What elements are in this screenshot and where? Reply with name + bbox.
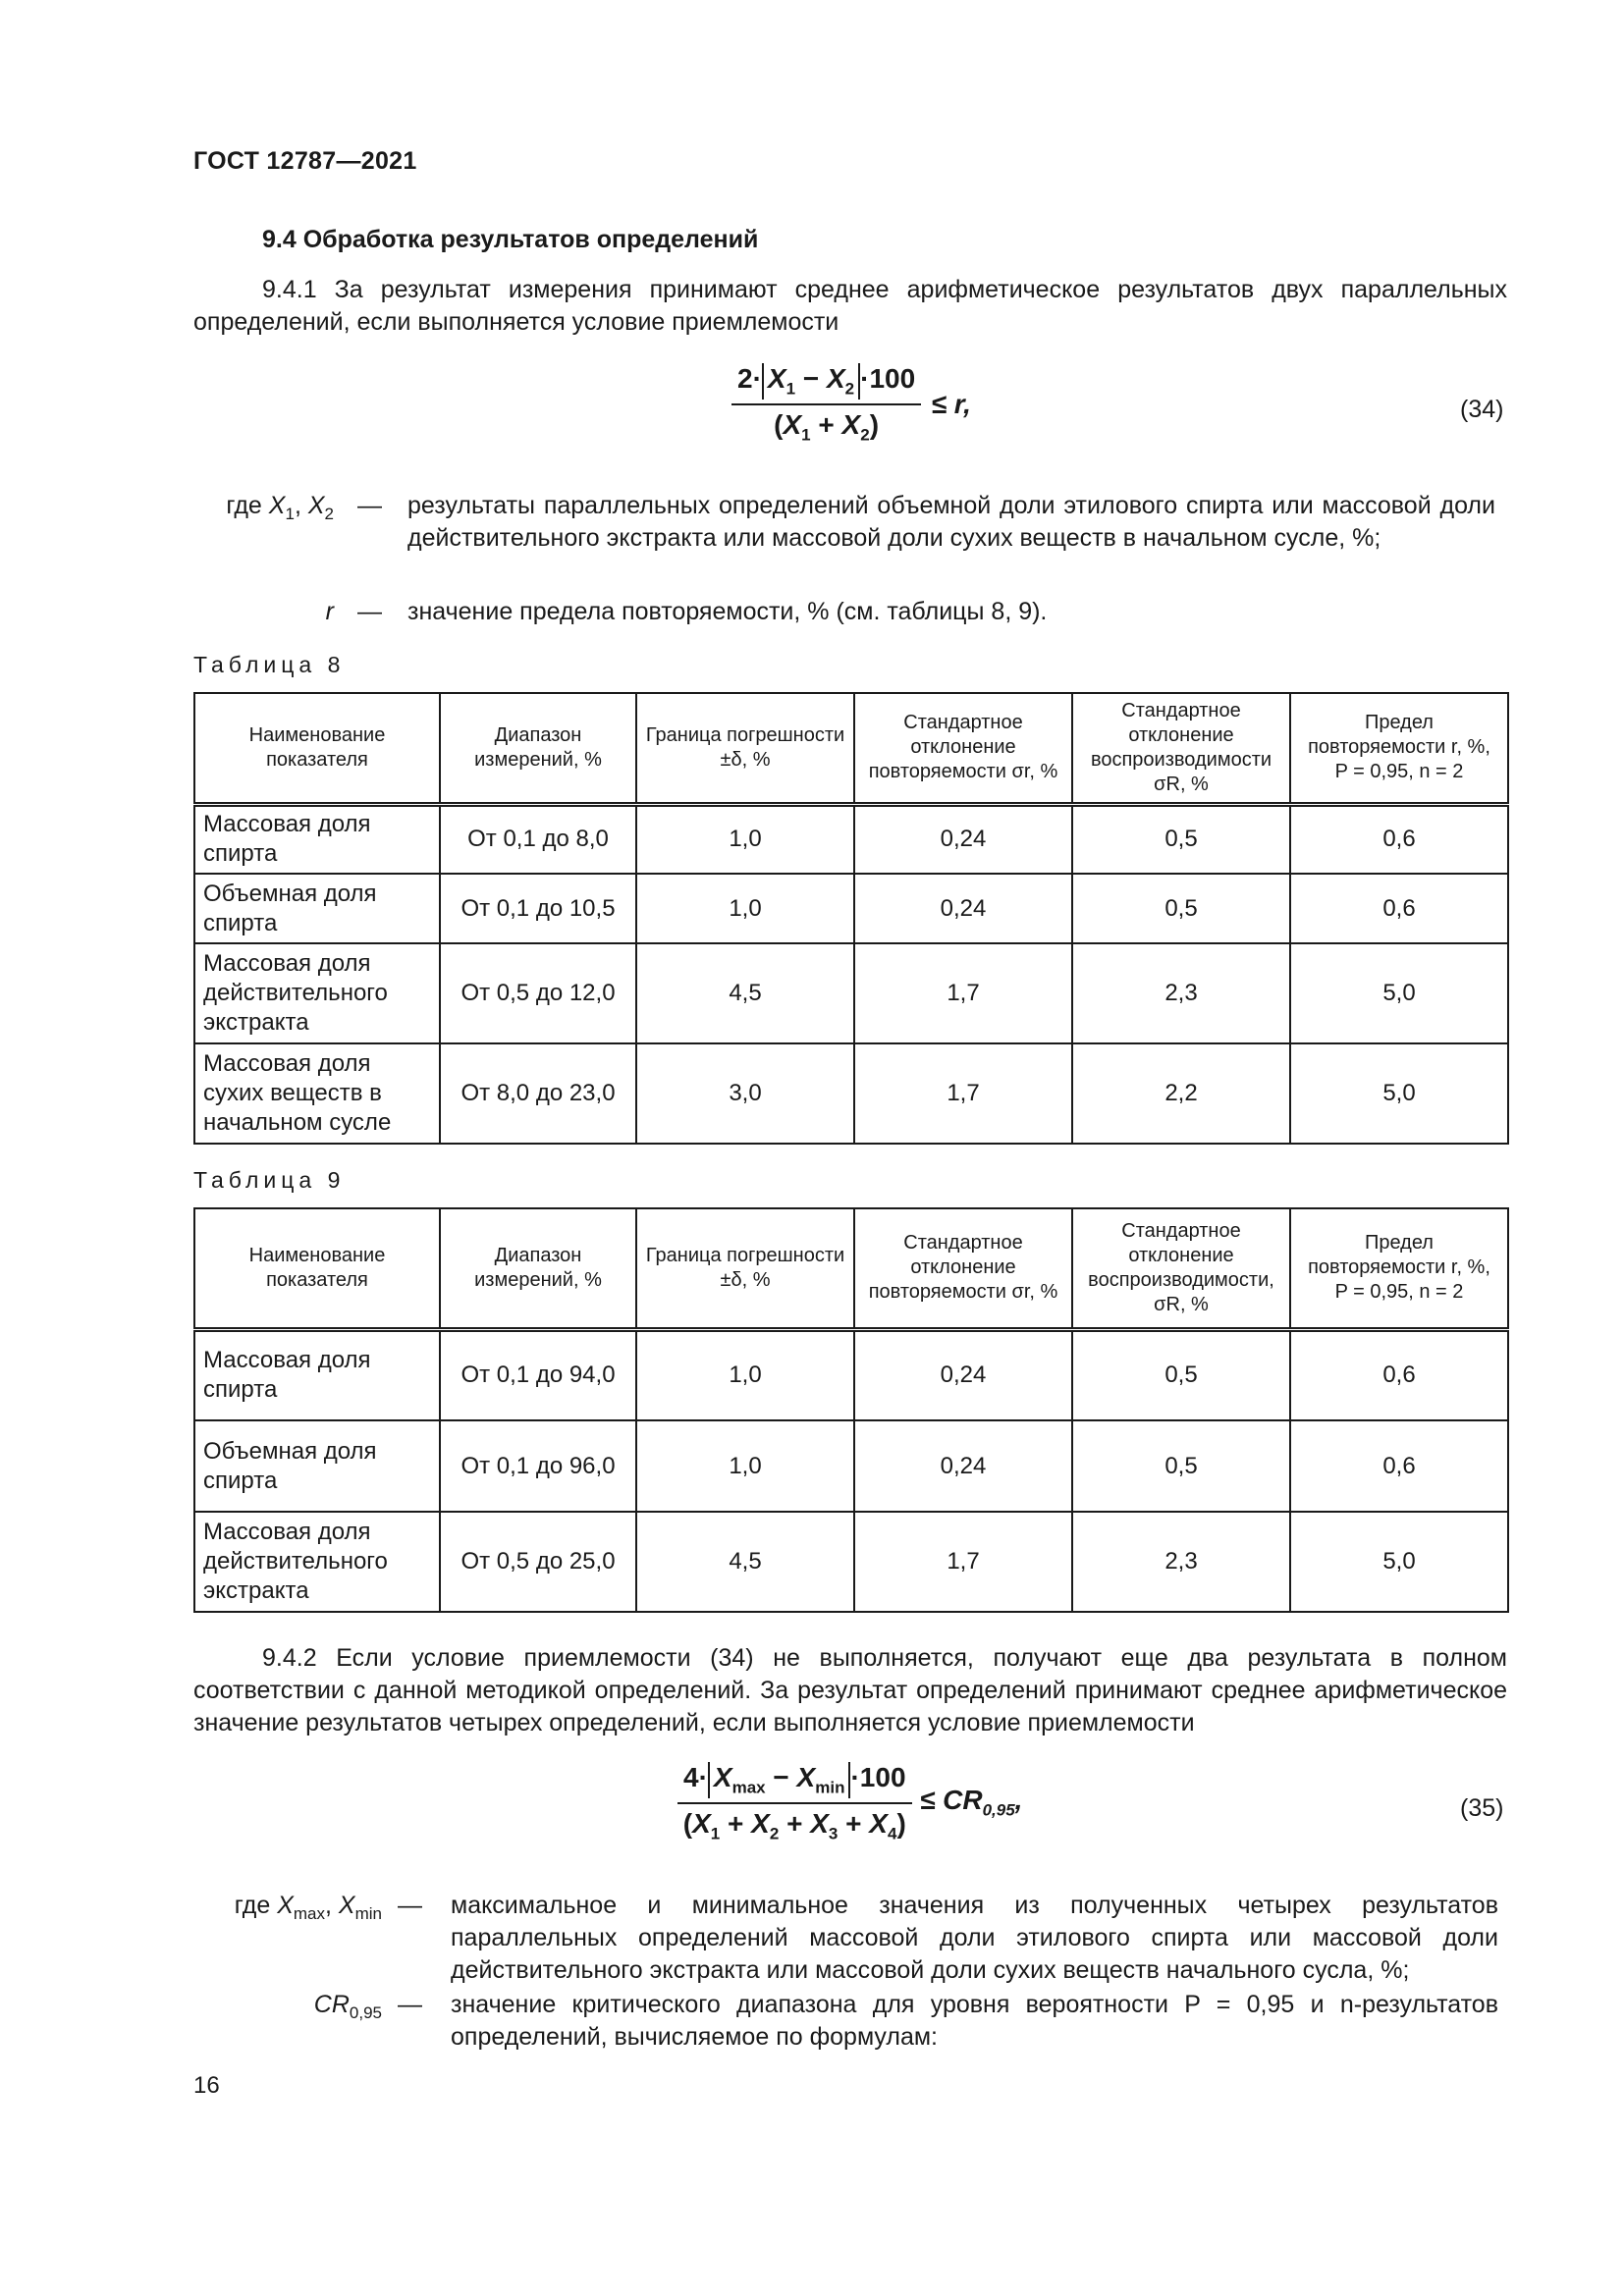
table-cell: 1,0	[636, 1420, 854, 1512]
definition-dash: —	[357, 598, 382, 625]
equation-34-numerator: $2\cdot X_1 - X_2 \cdot 100$	[731, 363, 921, 405]
table-header-row	[194, 693, 1508, 804]
definition-text: максимальное и минимальное значения из полученных четырех результатов параллельных определений массовой доли этилового спирта или массовой доли действительного экстракта или массовой доли сухих веществ начального сусла, %;	[451, 1892, 1498, 1984]
table-cell: 0,24	[854, 804, 1072, 874]
paragraph-9-4-2: 9.4.2 Если условие приемлемости (34) не выполняется, получают еще два результата в полном соответствии с данной методикой определений. За результат определений принимают среднее арифметическое значение результатов четырех определений, если выполняется условие приемлемости	[193, 1644, 1507, 1736]
definition-term: r	[325, 598, 334, 625]
table-header-cell: Граница погрешности ±δ, %	[636, 1208, 854, 1329]
definition-text: результаты параллельных определений объемной доли этилового спирта или массовой доли действительного экстракта или массовой доли сухих веществ в начальном сусле, %;	[407, 492, 1495, 552]
table-cell: 0,24	[854, 1329, 1072, 1420]
table-cell: 0,5	[1072, 874, 1290, 943]
equation-34	[731, 363, 971, 445]
table-cell: Массовая доля сухих веществ в начальном сусле	[194, 1043, 440, 1144]
table-cell: Массовая доля спирта	[194, 1329, 440, 1420]
table-cell: 1,7	[854, 1043, 1072, 1144]
table-cell: 3,0	[636, 1043, 854, 1144]
table-9-caption: Таблица 9	[193, 1167, 346, 1193]
definition-dash: —	[398, 1991, 422, 2018]
table-cell: 1,7	[854, 943, 1072, 1043]
paragraph-9-4-1: 9.4.1 За результат измерения принимают среднее арифметическое результатов двух параллельных определений, если выполняется условие приемлемости	[193, 276, 1507, 336]
table-cell: 1,7	[854, 1512, 1072, 1612]
table-cell: 1,0	[636, 1329, 854, 1420]
equation-34-number: (34)	[1460, 396, 1504, 423]
table-cell: 0,5	[1072, 804, 1290, 874]
table-row	[194, 804, 1508, 874]
table-cell: Массовая доля действительного экстракта	[194, 1512, 440, 1612]
table-cell: От 0,1 до 10,5	[440, 874, 636, 943]
table-header-cell: Стандартное отклонение повторяемости σr, %	[854, 1208, 1072, 1329]
definition-text: значение критического диапазона для уровня вероятности P = 0,95 и n-результатов определений, вычисляемое по формулам:	[451, 1991, 1498, 2051]
table-cell: От 0,1 до 96,0	[440, 1420, 636, 1512]
definition-dash: —	[357, 492, 382, 519]
equation-35	[677, 1762, 1022, 1843]
table-header-cell: Стандартное отклонение повторяемости σr, %	[854, 693, 1072, 804]
table-row	[194, 943, 1508, 1043]
table-cell: 0,6	[1290, 874, 1508, 943]
table-cell: От 0,1 до 94,0	[440, 1329, 636, 1420]
definition-term: где $X_{max}$, $X_{min}$	[234, 1892, 382, 1923]
table-cell: 4,5	[636, 1512, 854, 1612]
table-cell: 2,3	[1072, 943, 1290, 1043]
table-cell: От 0,5 до 25,0	[440, 1512, 636, 1612]
table-header-cell: Наименование показателя	[194, 1208, 440, 1329]
table-header-cell: Наименование показателя	[194, 693, 440, 804]
table-8-caption: Таблица 8	[193, 652, 346, 677]
table-row	[194, 1043, 1508, 1144]
table-cell: 5,0	[1290, 1043, 1508, 1144]
table-cell: От 0,5 до 12,0	[440, 943, 636, 1043]
table-cell: Массовая доля действительного экстракта	[194, 943, 440, 1043]
page-number: 16	[193, 2072, 220, 2099]
table-row	[194, 1512, 1508, 1612]
definition-dash: —	[398, 1892, 422, 1919]
table-header-cell: Стандартное отклонение воспроизводимости, σR, %	[1072, 1208, 1290, 1329]
table-cell: От 0,1 до 8,0	[440, 804, 636, 874]
definition-text: значение предела повторяемости, % (см. таблицы 8, 9).	[407, 598, 1048, 625]
table-header-cell: Диапазон измерений, %	[440, 1208, 636, 1329]
equation-35-numerator: $4\cdot X_{max} - X_{min} \cdot 100$	[677, 1762, 912, 1804]
table-cell: 1,0	[636, 874, 854, 943]
table-cell: 0,5	[1072, 1420, 1290, 1512]
table-8	[193, 692, 1509, 1145]
table-cell: 0,24	[854, 1420, 1072, 1512]
table-cell: 0,6	[1290, 1329, 1508, 1420]
document-header: ГОСТ 12787—2021	[193, 147, 417, 175]
table-9	[193, 1207, 1509, 1613]
table-header-cell: Граница погрешности ±δ, %	[636, 693, 854, 804]
table-cell: Объемная доля спирта	[194, 1420, 440, 1512]
table-cell: От 8,0 до 23,0	[440, 1043, 636, 1144]
table-cell: 1,0	[636, 804, 854, 874]
table-cell: 0,24	[854, 874, 1072, 943]
table-cell: Массовая доля спирта	[194, 804, 440, 874]
table-cell: 5,0	[1290, 1512, 1508, 1612]
equation-35-denominator: $(X_1 + X_2 + X_3 + X_4)$	[682, 1807, 906, 1843]
table-row	[194, 874, 1508, 943]
equation-34-rhs: ≤ r,	[931, 388, 971, 419]
table-cell: 0,5	[1072, 1329, 1290, 1420]
equation-35-fraction	[677, 1762, 912, 1843]
equation-34-denominator: $(X_1 + X_2)$	[774, 408, 880, 445]
table-header-cell: Стандартное отклонение воспроизводимости σR, %	[1072, 693, 1290, 804]
definition-term: где $X_1$, $X_2$	[226, 492, 334, 523]
equation-35-number: (35)	[1460, 1794, 1504, 1822]
section-title: 9.4 Обработка результатов определений	[262, 226, 759, 253]
table-row	[194, 1329, 1508, 1420]
equation-35-rhs: ≤ $CR_{0,95}$,	[919, 1785, 1023, 1820]
table-cell: 5,0	[1290, 943, 1508, 1043]
table-cell: 4,5	[636, 943, 854, 1043]
table-row	[194, 1420, 1508, 1512]
table-header-cell: Предел повторяемости r, %, P = 0,95, n = 2	[1290, 693, 1508, 804]
table-cell: 0,6	[1290, 1420, 1508, 1512]
table-header-row	[194, 1208, 1508, 1329]
table-cell: 0,6	[1290, 804, 1508, 874]
table-header-cell: Диапазон измерений, %	[440, 693, 636, 804]
definition-term: $CR_{0,95}$	[313, 1991, 382, 2022]
table-cell: 2,3	[1072, 1512, 1290, 1612]
table-header-cell: Предел повторяемости r, %, P = 0,95, n = 2	[1290, 1208, 1508, 1329]
table-cell: Объемная доля спирта	[194, 874, 440, 943]
table-cell: 2,2	[1072, 1043, 1290, 1144]
equation-34-fraction	[731, 363, 921, 445]
